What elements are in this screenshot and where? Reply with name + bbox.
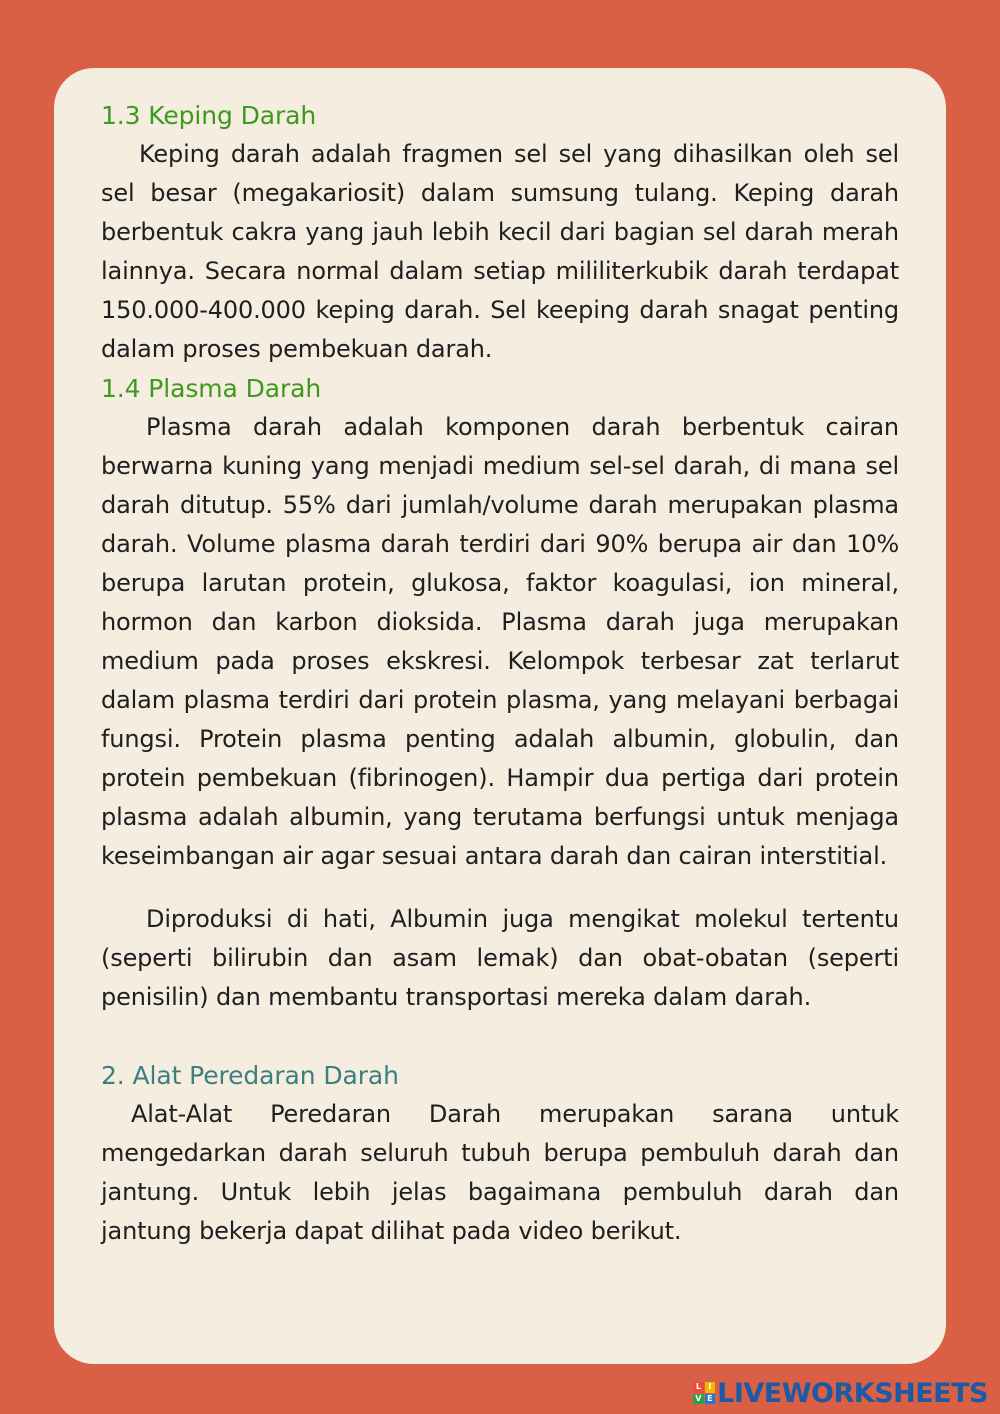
paragraph-albumin <box>101 900 899 1017</box>
liveworksheets-brand[interactable] <box>693 1376 988 1410</box>
paragraph-keping-darah <box>101 135 899 369</box>
paragraph-plasma-darah <box>101 408 899 876</box>
content-card <box>54 68 946 1364</box>
paragraph-plasma-darah-text: Plasma darah adalah komponen darah berbentuk cairan berwarna kuning yang menjadi medium sel-sel darah, di mana sel darah ditutup. 55% dari jumlah/volume darah merupakan plasma darah. Volume plasma darah terdiri dari 90% berupa air dan 10% berupa larutan protein, glukosa, faktor koagulasi, ion mineral, hormon dan karbon dioksida. Plasma darah juga merupakan medium pada proses ekskresi. Kelompok terbesar zat terlarut dalam plasma terdiri dari protein plasma, yang melayani berbagai fungsi. Protein plasma penting adalah albumin, globulin, dan protein pembekuan (fibrinogen). Hampir dua pertiga dari protein plasma adalah albumin, yang terutama berfungsi untuk menjaga keseimbangan air agar sesuai antara darah dan cairan interstitial. <box>101 413 899 870</box>
paragraph-keping-darah-text: Keping darah adalah fragmen sel sel yang dihasilkan oleh sel sel besar (megakariosit) dalam sumsung tulang. Keping darah berbentuk cakra yang jauh lebih kecil dari bagian sel darah merah lainnya. Secara normal dalam setiap mililiterkubik darah terdapat 150.000-400.000 keping darah. Sel keeping darah snagat penting dalam proses pembekuan darah. <box>101 140 899 363</box>
section-title-alat-peredaran-darah: 2. Alat Peredaran Darah <box>101 1061 399 1090</box>
paragraph-alat-peredaran-darah-text: Alat-Alat Peredaran Darah merupakan sarana untuk mengedarkan darah seluruh tubuh berupa pembuluh darah dan jantung. Untuk lebih jelas bagaimana pembuluh darah dan jantung bekerja dapat dilihat pada video berikut. <box>101 1100 899 1245</box>
liveworksheets-logo-icon <box>693 1382 715 1404</box>
liveworksheets-wordmark: LIVEWORKSHEETS <box>717 1377 988 1409</box>
spacer <box>101 1017 899 1056</box>
paragraph-alat-peredaran-darah <box>101 1095 899 1251</box>
paragraph-albumin-text: Diproduksi di hati, Albumin juga mengikat molekul tertentu (seperti bilirubin dan asam lemak) dan obat-obatan (seperti penisilin) dan membantu transportasi mereka dalam darah. <box>101 905 899 1011</box>
spacer <box>101 876 899 900</box>
logo-letter-l: L <box>693 1382 704 1393</box>
section-title-plasma-darah: 1.4 Plasma Darah <box>101 374 322 403</box>
section-title-keping-darah: 1.3 Keping Darah <box>101 101 317 130</box>
logo-letter-i: I <box>705 1382 716 1393</box>
logo-letter-e: E <box>705 1394 716 1405</box>
logo-letter-v: V <box>693 1394 704 1405</box>
